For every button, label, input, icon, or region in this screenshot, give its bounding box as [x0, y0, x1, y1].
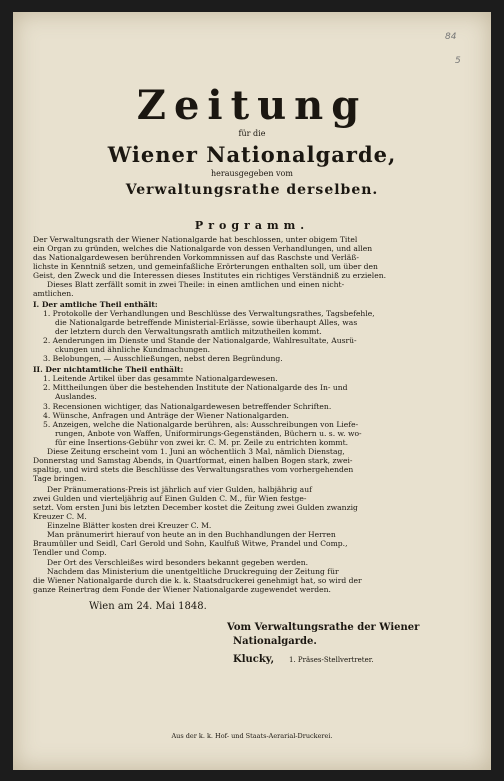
text-line: Der Ort des Verschleißes wird besonders bekannt gegeben werden. [47, 558, 309, 567]
text-line: ganze Reinertrag dem Fonde der Wiener Nationalgarde zugewendet werden. [33, 585, 331, 594]
date-line: Wien am 24. Mai 1848. [89, 601, 207, 612]
printer-imprint: Aus der k. k. Hof- und Staats-Aerarial-Druckerei. [171, 732, 333, 740]
text-line: lichste in Kenntniß setzen, und gemeinfaßliche Erörterungen enthalten soll, um über den [33, 262, 378, 271]
text-line: ein Organ zu gründen, welches die Nationalgarde von dessen Verhandlungen, und allen [33, 244, 373, 253]
list-item: für eine Insertions-Gebühr von zwei kr. C. M. pr. Zeile zu entrichten kommt. [55, 438, 349, 447]
archive-number: 84 [445, 32, 457, 42]
signatory-role: 1. Präses-Stellvertreter. [289, 656, 374, 664]
archive-subnumber: 5 [455, 56, 461, 66]
masthead-subtitle: Wiener Nationalgarde, [107, 142, 397, 167]
list-item: 4. Wünsche, Anfragen und Anträge der Wiener Nationalgarden. [43, 411, 289, 420]
signature-line-1: Vom Verwaltungsrathe der Wiener [227, 622, 420, 633]
masthead-title: Zeitung [136, 82, 368, 129]
list-item: die Nationalgarde betreffende Ministerial-Erlässe, sowie überhaupt Alles, was [55, 318, 358, 327]
text-line: Nachdem das Ministerium die unentgeltliche Druckreguing der Zeitung für [47, 567, 339, 576]
list-item: 3. Belobungen, — Ausschließungen, nebst deren Begründung. [43, 354, 283, 363]
list-item: rungen, Anbote von Waffen, Uniformirungs-Gegenständen, Büchern u. s. w. wo- [55, 429, 362, 438]
text-line: das Nationalgardewesen berührenden Vorkommnissen auf das Raschste und Verläß- [33, 253, 359, 262]
text-line: amtlichen. [33, 289, 74, 298]
text-line: Geist, den Zweck und die Interessen dieses Institutes ein richtiges Verständniß zu erzielen. [33, 271, 387, 280]
list-item: der letztern durch den Verwaltungsrath amtlich mitzutheilen kommt. [55, 327, 322, 336]
list-item: 2. Aenderungen im Dienste und Stande der Nationalgarde, Wahlresultate, Ausrü- [43, 336, 357, 345]
masthead-publisher: Verwaltungsrathe derselben. [125, 182, 379, 198]
list-item: 2. Mittheilungen über die bestehenden Institute der Nationalgarde des In- und [43, 383, 348, 392]
text-line: Einzelne Blätter kosten drei Kreuzer C. M. [47, 521, 212, 530]
text-line: zwei Gulden und vierteljährig auf Einen Gulden C. M., für Wien festge- [33, 494, 307, 503]
list-item: 3. Recensionen wichtiger, das Nationalgardewesen betreffender Schriften. [43, 402, 332, 411]
list-item: ckungen und ähnliche Kundmachungen. [55, 345, 211, 354]
text-line: Tendler und Comp. [33, 548, 107, 557]
list-item: 5. Anzeigen, welche die Nationalgarde berühren, als: Ausschreibungen von Liefe- [43, 420, 359, 429]
text-line: Braumüller und Seidl, Carl Gerold und Sohn, Kaulfuß Witwe, Prandel und Comp., [33, 539, 348, 548]
section-heading-nichtamtlich: II. Der nichtamtliche Theil enthält: [33, 365, 184, 374]
text-line: spaltig, und wird stets die Beschlüsse des Verwaltungsrathes vom vorhergehenden [33, 465, 354, 474]
list-item: Auslandes. [55, 392, 97, 401]
text-line: die Wiener Nationalgarde durch die k. k. Staatsdruckerei genehmigt hat, so wird der [33, 576, 362, 585]
text-line: setzt. Vom ersten Juni bis letzten December kostet die Zeitung zwei Gulden zwanzig [33, 503, 358, 512]
section-heading-amtlich: I. Der amtliche Theil enthält: [33, 300, 158, 309]
text-line: Donnerstag und Samstag Abends, in Quartformat, einen halben Bogen stark, zwei- [33, 456, 353, 465]
list-item: 1. Protokolle der Verhandlungen und Beschlüsse des Verwaltungsrathes, Tagsbefehle, [43, 309, 375, 318]
text-line: Man pränumerirt hierauf von heute an in den Buchhandlungen der Herren [47, 530, 336, 539]
text-line: Der Verwaltungsrath der Wiener Nationalgarde hat beschlossen, unter obigem Titel [33, 235, 358, 244]
text-line: Dieses Blatt zerfällt somit in zwei Theile: in einen amtlichen und einen nicht- [47, 280, 345, 289]
masthead-fuer-die: für die [238, 129, 266, 138]
text-line: Kreuzer C. M. [33, 512, 87, 521]
programm-heading: Programm. [194, 219, 310, 232]
text-line: Diese Zeitung erscheint vom 1. Juni an wöchentlich 3 Mal, nämlich Dienstag, [47, 447, 345, 456]
list-item: 1. Leitende Artikel über das gesammte Nationalgardewesen. [43, 374, 278, 383]
text-line: Der Pränumerations-Preis ist jährlich auf vier Gulden, halbjährig auf [47, 485, 312, 494]
broadsheet-page [13, 12, 491, 770]
text-line: Tage bringen. [33, 474, 87, 483]
masthead-herausgegeben: herausgegeben vom [211, 169, 293, 178]
signature-line-2: Nationalgarde. [233, 636, 317, 647]
signatory-name: Klucky, [233, 654, 275, 665]
